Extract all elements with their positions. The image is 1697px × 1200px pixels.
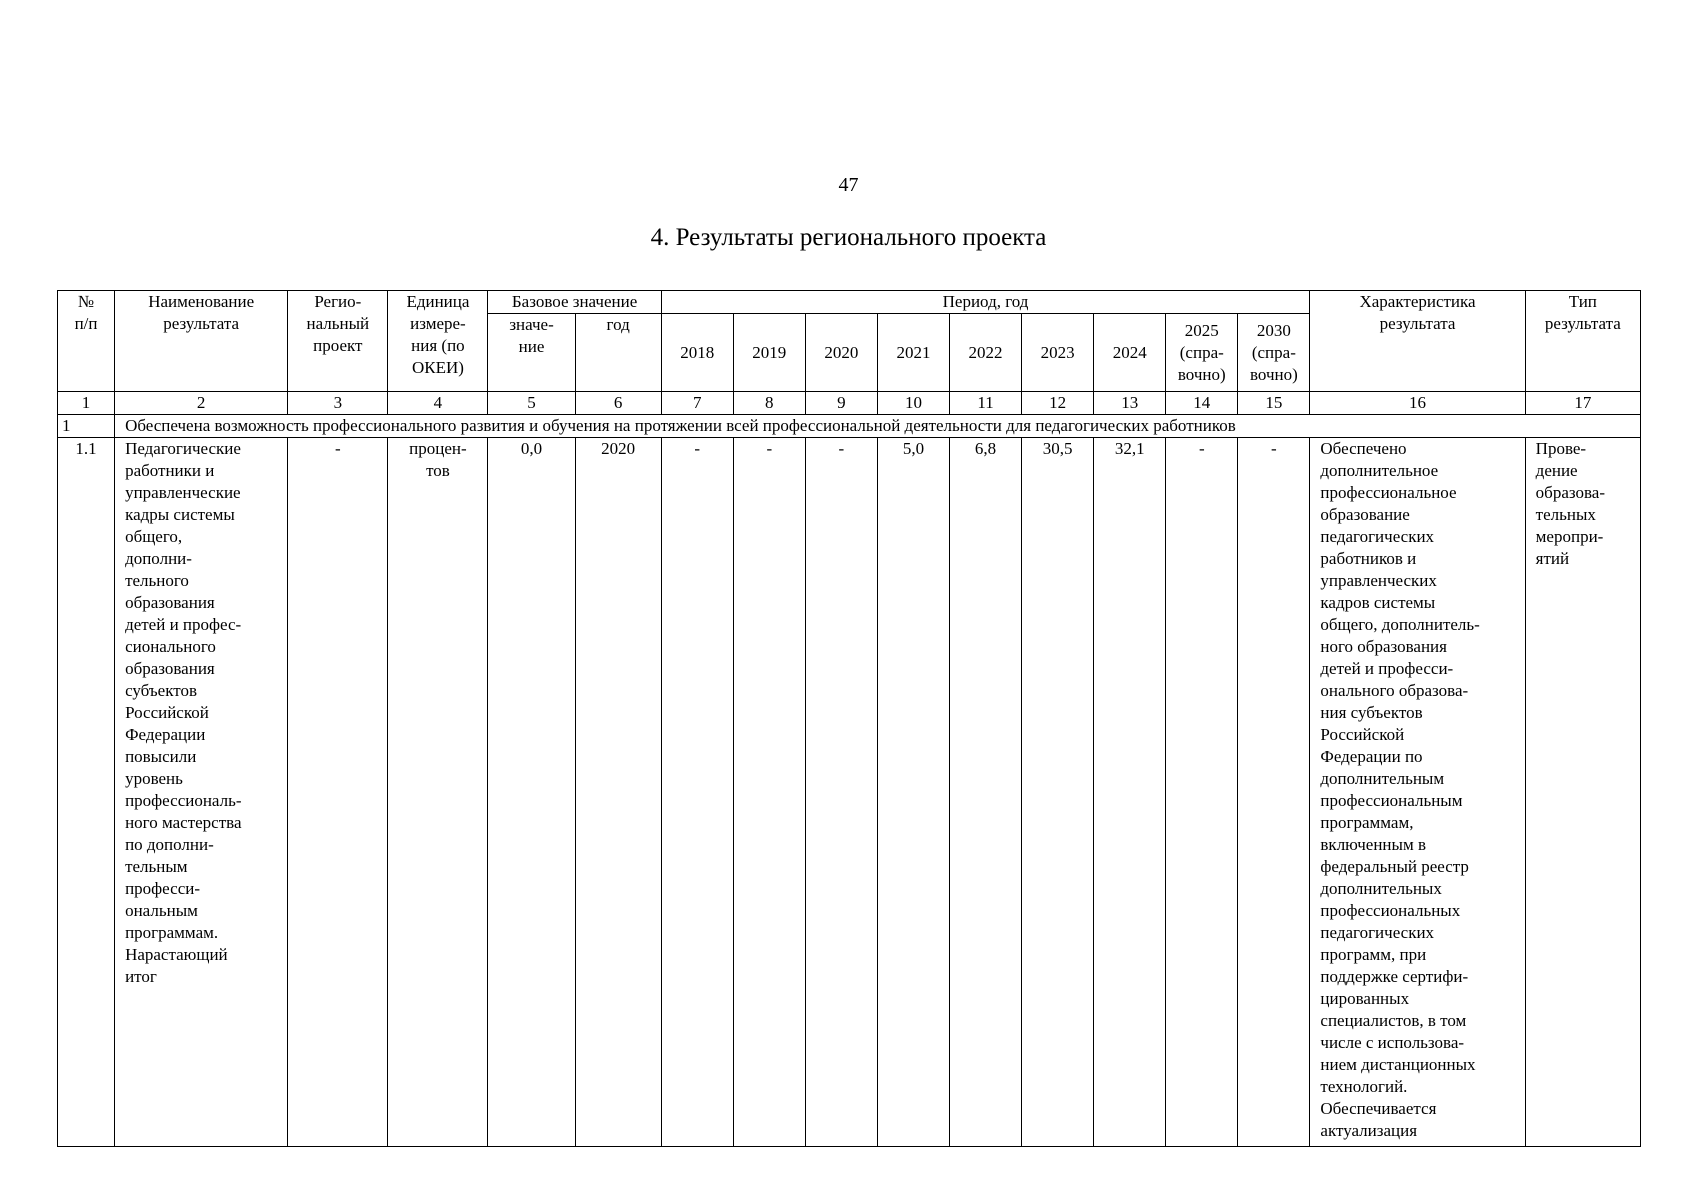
row-value: - [805, 438, 877, 1147]
page-title: 4. Результаты регионального проекта [650, 224, 1047, 251]
header-year: 2023 [1022, 314, 1094, 392]
row-type: Прове- дение образова- тельных меропри- ятий [1525, 438, 1640, 1147]
header-year: 2030 (спра- вочно) [1238, 314, 1310, 392]
header-year: 2018 [661, 314, 733, 392]
row-characteristic: Обеспечено дополнительное профессиональное образование педагогических работников и управленческих кадров системы общего, дополнитель- ного образования детей и професси- онального образова- ния субъектов Российской Федерации по дополнительным профессиональным программам, включенным в федеральный реестр дополнительных профессиональных педагогических программ, при поддержке сертифи- цированных специалистов, в том числе с использова- нием дистанционных технологий. Обеспечивается актуализация [1310, 438, 1525, 1147]
column-number: 9 [805, 392, 877, 415]
results-table [57, 290, 1641, 1147]
column-number: 8 [733, 392, 805, 415]
row-value: - [733, 438, 805, 1147]
column-number: 11 [950, 392, 1022, 415]
header-characteristic: Характеристика результата [1310, 291, 1525, 392]
page-number: 47 [838, 174, 859, 196]
row-value: 6,8 [950, 438, 1022, 1147]
header-year: 2025 (спра- вочно) [1166, 314, 1238, 392]
table-row [58, 438, 1641, 1147]
column-number: 7 [661, 392, 733, 415]
row-unit: процен- тов [388, 438, 488, 1147]
row-base-value: 0,0 [488, 438, 575, 1147]
row-value: - [1166, 438, 1238, 1147]
header-regional: Регио- нальный проект [288, 291, 388, 392]
column-number: 14 [1166, 392, 1238, 415]
column-number: 10 [877, 392, 949, 415]
row-value: 5,0 [877, 438, 949, 1147]
header-base-year: год [575, 314, 661, 392]
row-base-year: 2020 [575, 438, 661, 1147]
header-row-1 [58, 291, 1641, 314]
column-number: 1 [58, 392, 115, 415]
header-year: 2019 [733, 314, 805, 392]
section-num: 1 [58, 415, 115, 438]
header-year: 2024 [1094, 314, 1166, 392]
column-number: 2 [115, 392, 288, 415]
column-number: 13 [1094, 392, 1166, 415]
column-number: 4 [388, 392, 488, 415]
column-number: 12 [1022, 392, 1094, 415]
header-base-value: значе- ние [488, 314, 575, 392]
row-value: - [1238, 438, 1310, 1147]
header-name: Наименование результата [115, 291, 288, 392]
row-value: 30,5 [1022, 438, 1094, 1147]
column-number: 6 [575, 392, 661, 415]
row-name: Педагогические работники и управленческие кадры системы общего, дополни- тельного образования детей и профес- сионального образования субъектов Российской Федерации повысили уровень профессиональ- ного мастерства по дополни- тельным професси- ональным программам. Нарастающий итог [115, 438, 288, 1147]
header-base: Базовое значение [488, 291, 661, 314]
header-year: 2021 [877, 314, 949, 392]
column-number: 17 [1525, 392, 1640, 415]
section-title: Обеспечена возможность профессионального развития и обучения на протяжении всей профессиональной деятельности для педагогических работников [115, 415, 1641, 438]
row-value: - [661, 438, 733, 1147]
column-number: 3 [288, 392, 388, 415]
header-year: 2020 [805, 314, 877, 392]
header-num: № п/п [58, 291, 115, 392]
row-num: 1.1 [58, 438, 115, 1147]
column-number: 16 [1310, 392, 1525, 415]
header-type: Тип результата [1525, 291, 1640, 392]
row-value: 32,1 [1094, 438, 1166, 1147]
header-unit: Единица измере- ния (по ОКЕИ) [388, 291, 488, 392]
row-regional: - [288, 438, 388, 1147]
column-number-row [58, 392, 1641, 415]
header-year: 2022 [950, 314, 1022, 392]
column-number: 15 [1238, 392, 1310, 415]
section-row [58, 415, 1641, 438]
header-period: Период, год [661, 291, 1310, 314]
column-number: 5 [488, 392, 575, 415]
